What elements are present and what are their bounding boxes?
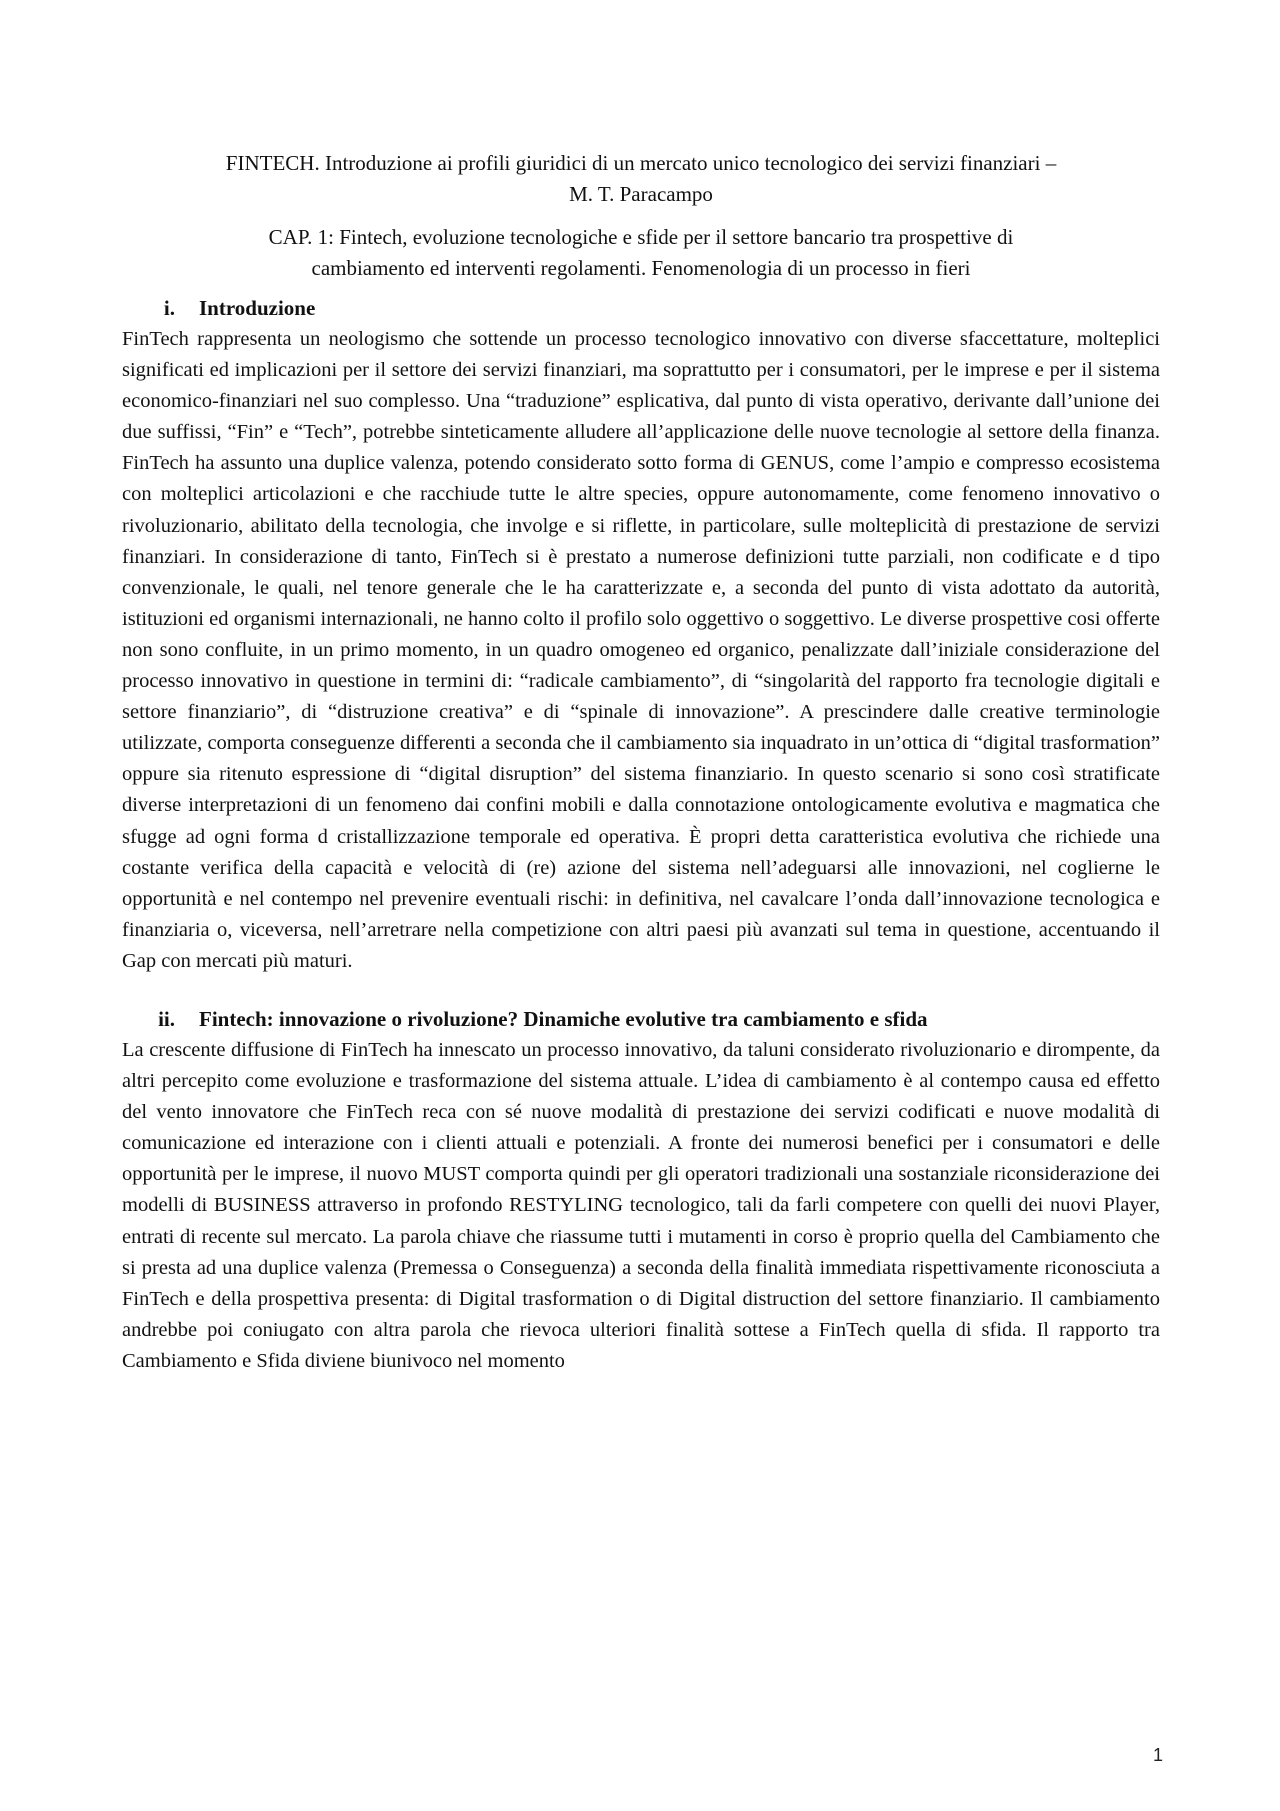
chapter-title-line-1: CAP. 1: Fintech, evoluzione tecnologiche e sfide per il settore bancario tra prospettive di [268,225,1014,249]
document-title-line-1: FINTECH. Introduzione ai profili giuridici di un mercato unico tecnologico dei servizi finanziari – [225,151,1057,175]
document-page [122,148,1160,1377]
section-body-innovazione: La crescente diffusione di FinTech ha innescato un processo innovativo, da taluni considerato rivoluzionario e dirompente, da altri percepito come evoluzione e trasformazione del sistema attuale. L’idea di cambiamento è al contempo causa ed effetto del vento innovatore che FinTech reca con sé nuove modalità di prestazione dei servizi codificati e nuove modalità di comunicazione ed interazione con i clienti attuali e potenziali. A fronte dei numerosi benefici per i consumatori e delle opportunità per le imprese, il nuovo MUST comporta quindi per gli operatori tradizionali una sostanziale riconsiderazione dei modelli di BUSINESS attraverso in profondo RESTYLING tecnologico, tali da farli competere con quelli dei nuovi Player, entrati di recente sul mercato. La parola chiave che riassume tutti i mutamenti in corso è proprio quella del Cambiamento che si presta ad una duplice valenza (Premessa o Conseguenza) a seconda della finalità immediata rispettivamente riconosciuta a FinTech e della prospettiva presenta: di Digital trasformation o di Digital distruction del settore finanziario. Il cambiamento andrebbe poi coniugato con altra parola che rievoca ulteriori finalità sottese a FinTech quella di sfida. Il rapporto tra Cambiamento e Sfida diviene biunivoco nel momento [122,1038,1160,1372]
section-heading-text: Fintech: innovazione o rivoluzione? Dinamiche evolutive tra cambiamento e sfida [199,1006,928,1031]
document-title-line-2: M. T. Paracampo [569,182,713,206]
section-heading-text: Introduzione [199,296,316,320]
chapter-title-line-2: cambiamento ed interventi regolamenti. Fenomenologia di un processo in fieri [311,256,971,280]
page-number: 1 [1152,1745,1163,1765]
section-number: i. [163,296,175,320]
section-body-introduzione: FinTech rappresenta un neologismo che sottende un processo tecnologico innovativo con diverse sfaccettature, molteplici significati ed implicazioni per il settore dei servizi finanziari, ma soprattutto per i consumatori, per le imprese e per il sistema economico-finanziari nel suo complesso. Una “traduzione” esplicativa, dal punto di vista operativo, derivante dall’unione dei due suffissi, “Fin” e “Tech”, potrebbe sinteticamente alludere all’applicazione delle nuove tecnologie al settore della finanza. FinTech ha assunto una duplice valenza, potendo considerato sotto forma di GENUS, come l’ampio e compresso ecosistema con molteplici articolazioni e che racchiude tutte le altre species, oppure autonomamente, come fenomeno innovativo o rivoluzionario, abilitato della tecnologia, che involge e si riflette, in particolare, sulle molteplicità di prestazione de servizi finanziari. In considerazione di tanto, FinTech si è prestato a numerose definizioni tutte parziali, non codificate e d tipo convenzionale, le quali, nel tenore generale che le ha caratterizzate e, a seconda del punto di vista adottato da autorità, istituzioni ed organismi internazionali, ne hanno colto il profilo solo oggettivo o soggettivo. Le diverse prospettive cosi offerte non sono confluite, in un primo momento, in un quadro omogeneo ed organico, penalizzate dall’iniziale considerazione del processo innovativo in questione in termini di: “radicale cambiamento”, di “singolarità del rapporto fra tecnologie digitali e settore finanziario”, di “distruzione creativa” e di “spinale di innovazione”. A prescindere dalle creative terminologie utilizzate, comporta conseguenze differenti a seconda che il cambiamento sia inquadrato in un’ottica di “digital trasformation” oppure sia ritenuto espressione di “digital disruption” del sistema finanziario. In questo scenario si sono così stratificate diverse interpretazioni di un fenomeno dai confini mobili e dalla connotazione ontologicamente evolutiva e magmatica che sfugge ad ogni forma d cristallizzazione temporale ed operativa. È propri detta caratteristica evolutiva che richiede una costante verifica della capacità e velocità di (re) azione del sistema nell’adeguarsi alle innovazioni, nel coglierne le opportunità e nel contempo nel prevenire eventuali rischi: in definitiva, nel cavalcare l’onda dall’innovazione tecnologica e finanziaria o, viceversa, nell’arretrare nella competizione con altri paesi più avanzati sul tema in questione, accentuando il Gap con mercati più maturi. [122,328,1160,972]
chapter-title [122,222,1160,284]
section-number: ii. [158,1006,175,1031]
section-heading-innovazione [122,1004,1160,1035]
section-heading-introduzione [122,293,1160,324]
document-title [122,148,1160,210]
